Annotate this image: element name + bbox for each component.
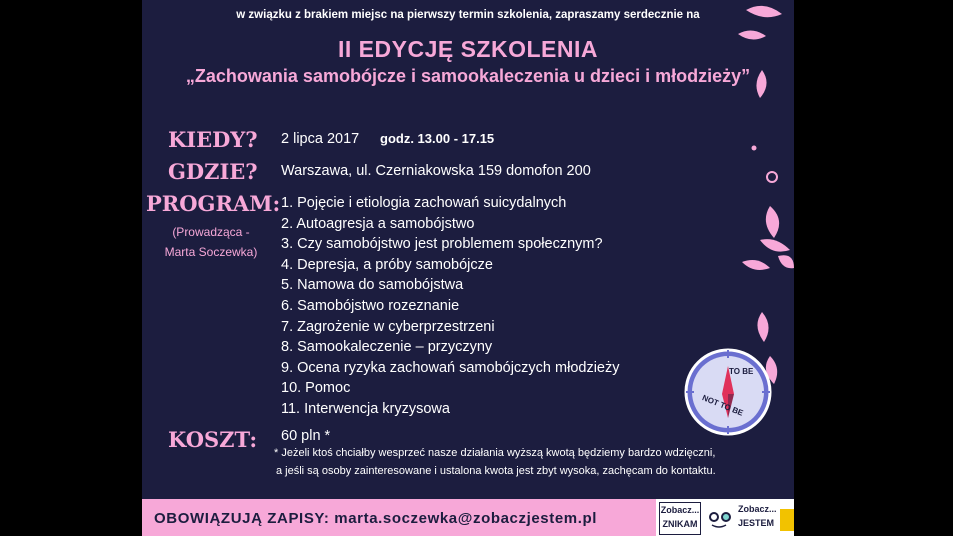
dot-icon xyxy=(752,146,757,151)
program-item: 11. Interwencja kryzysowa xyxy=(281,400,450,417)
when-time: godz. 13.00 - 17.15 xyxy=(380,131,495,146)
cost-note-line1: * Jeżeli ktoś chciałby wesprzeć nasze działania wyższą kwotą będziemy bardzo wdzięczni, xyxy=(274,447,716,459)
leaf-icon xyxy=(742,260,770,270)
cost-label: KOSZT: xyxy=(168,427,258,452)
compass-bottom-text: NOT TO BE xyxy=(700,393,745,418)
program-item: 7. Zagrożenie w cyberprzestrzeni xyxy=(281,318,495,335)
footer xyxy=(142,499,794,536)
compass-top-text: TO BE xyxy=(729,367,754,376)
program-host-line1: (Prowadząca - xyxy=(172,225,250,239)
logo-jestem: Zobacz... JESTEM xyxy=(738,504,777,528)
compass-icon xyxy=(682,346,774,438)
signup-contact[interactable]: OBOWIĄZUJĄ ZAPISY: marta.soczewka@zobaczjestem.pl xyxy=(154,510,598,527)
program-list xyxy=(281,193,619,420)
face-icon xyxy=(706,507,732,529)
leaf-icon xyxy=(757,312,768,342)
logo-accent xyxy=(780,509,794,531)
where-value: Warszawa, ul. Czerniakowska 159 domofon 200 xyxy=(281,163,591,179)
cost-note xyxy=(274,444,774,480)
program-item: 1. Pojęcie i etiologia zachowań suicydalnych xyxy=(281,195,567,211)
program-item: 6. Samobójstwo rozeznanie xyxy=(281,297,460,314)
logo-znikam: Zobacz... ZNIKAM xyxy=(659,502,701,535)
program-item: 2. Autoagresja a samobójstwo xyxy=(281,215,475,232)
cost-value: 60 pln * xyxy=(281,428,331,444)
program-item: 8. Samookaleczenie – przyczyny xyxy=(281,339,493,356)
program-item: 10. Pomoc xyxy=(281,380,351,397)
intro-text: w związku z brakiem miejsc na pierwszy termin szkolenia, zapraszamy serdecznie na xyxy=(236,9,700,21)
program-item: 4. Depresja, a próby samobójcze xyxy=(281,256,493,273)
program-host-line2: Marta Soczewka) xyxy=(164,245,258,259)
program-item: 9. Ocena ryzyka zachowań samobójczych młodzieży xyxy=(281,359,620,376)
poster xyxy=(142,0,794,536)
leaf-icon xyxy=(760,239,790,252)
program-item: 5. Namowa do samobójstwa xyxy=(281,277,464,294)
leaf-icon xyxy=(778,255,794,268)
when-date: 2 lipca 2017 xyxy=(281,131,360,147)
leaf-icon xyxy=(766,206,779,238)
cost-note-line2: a jeśli są osoby zainteresowane i ustalona kwota jest zbyt wysoka, zachęcam do kontaktu. xyxy=(276,465,716,477)
program-label: PROGRAM: xyxy=(146,191,281,216)
heading: II EDYCJĘ SZKOLENIA xyxy=(338,36,598,62)
logos xyxy=(656,499,794,536)
where-label: GDZIE? xyxy=(168,159,258,184)
when-label: KIEDY? xyxy=(168,127,258,152)
program-item: 3. Czy samobójstwo jest problemem społecznym? xyxy=(281,236,603,253)
ring-icon xyxy=(767,172,777,182)
subheading: „Zachowania samobójcze i samookaleczenia u dzieci i młodzieży” xyxy=(185,66,751,86)
